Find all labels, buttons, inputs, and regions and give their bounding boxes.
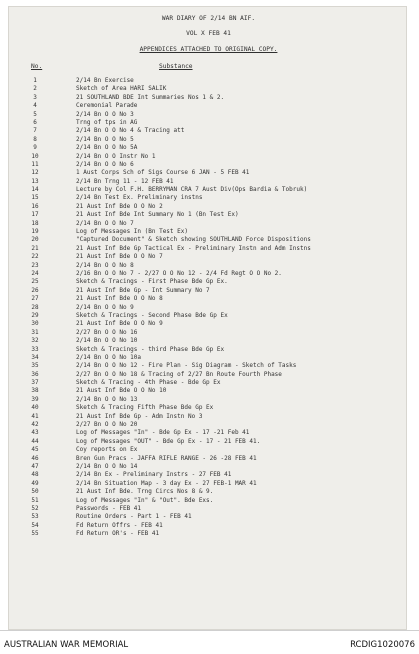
item-substance: Ceremonial Parade (76, 102, 138, 110)
item-substance: 21 Aust Inf Bde O O No 8 (76, 295, 163, 303)
list-item (9, 455, 408, 463)
item-number: 12 (31, 169, 39, 177)
item-substance: 2/14 Bn O O No 3 (76, 110, 134, 118)
item-substance: 2/14 Bn Trng 11 - 12 FEB 41 (76, 177, 174, 185)
item-substance: 2/14 Bn O O No 5 (76, 135, 134, 143)
list-item (9, 169, 408, 177)
item-number: 35 (31, 362, 39, 370)
item-number: 33 (31, 345, 39, 353)
item-substance: 2/14 Bn Situation Map - 3 day Ex - 27 FEB-1 MAR 41 (76, 479, 257, 487)
item-substance: 21 Aust Inf Bde. Trng Circs Nos 8 & 9. (76, 488, 214, 496)
list-item (9, 111, 408, 119)
list-item (9, 161, 408, 169)
list-item (9, 429, 408, 437)
list-item (9, 253, 408, 261)
list-item (9, 346, 408, 354)
item-substance: 21 Aust Inf Bde Int Summary No 1 (Bn Test Ex) (76, 211, 239, 219)
list-item (9, 287, 408, 295)
item-substance: 21 Aust Inf Bde O O No 9 (76, 320, 163, 328)
item-substance: Sketch & Tracings - third Phase Bde Gp Ex (76, 345, 225, 353)
item-number: 18 (31, 219, 39, 227)
item-number: 51 (31, 496, 39, 504)
item-substance: 2/14 Bn Exercise (76, 77, 134, 84)
list-item (9, 211, 408, 219)
item-number: 29 (31, 311, 39, 319)
list-item (9, 480, 408, 488)
item-substance: Log of Messages "OUT" - Bde Gp Ex - 17 - 21 FEB 41. (76, 437, 261, 445)
list-item (9, 178, 408, 186)
item-number: 52 (31, 504, 39, 512)
list-item (9, 194, 408, 202)
item-substance: 2/14 Bn O O No 12 - Fire Plan - Sig Diagram - Sketch of Tasks (76, 362, 297, 370)
list-item (9, 119, 408, 127)
item-substance: 21 Aust Inf Bde O O No 7 (76, 253, 163, 261)
item-substance: 2/27 Bn O O No 16 (76, 328, 138, 336)
list-item (9, 337, 408, 345)
item-substance: 2/14 Bn O O No 6 (76, 160, 134, 168)
list-item (9, 421, 408, 429)
item-number: 24 (31, 269, 39, 277)
item-substance: Bren Gun Pracs - JAFFA RIFLE RANGE - 26 -28 FEB 41 (76, 454, 257, 462)
document-page (8, 6, 407, 630)
item-number: 14 (31, 186, 39, 194)
column-header-substance: Substance (159, 63, 193, 70)
item-substance: 2/14 Bn O O No 14 (76, 462, 138, 470)
list-item (9, 387, 408, 395)
item-substance: 2/14 Bn O O No 7 (76, 219, 134, 227)
list-item (9, 379, 408, 387)
item-number: 47 (31, 462, 39, 470)
item-number: 53 (31, 513, 39, 521)
item-number: 44 (31, 437, 39, 445)
item-number: 19 (31, 228, 39, 236)
item-number: 55 (31, 530, 39, 538)
list-item (9, 530, 408, 538)
archive-name: AUSTRALIAN WAR MEMORIAL (4, 640, 129, 650)
item-number: 42 (31, 421, 39, 429)
list-item (9, 404, 408, 412)
item-number: 36 (31, 370, 39, 378)
list-item (9, 446, 408, 454)
item-substance: 2/14 Bn Ex - Preliminary Instrs - 27 FEB 41 (76, 471, 232, 479)
item-number: 54 (31, 521, 39, 529)
item-substance: "Captured Document" & Sketch showing SOUTHLAND Force Dispositions (76, 236, 311, 244)
item-substance: 1 Aust Corps Sch of Sigs Course 6 JAN - 5 FEB 41 (76, 169, 250, 177)
item-substance: 2/14 Bn O O No 10 (76, 337, 138, 345)
item-number: 43 (31, 429, 39, 437)
list-item (9, 262, 408, 270)
item-substance: Sketch of Area HARI SALIK (76, 85, 167, 93)
list-item (9, 186, 408, 194)
item-number: 37 (31, 379, 39, 387)
item-number: 1 (33, 77, 37, 84)
item-substance: 2/14 Bn O O No 13 (76, 395, 138, 403)
list-item (9, 136, 408, 144)
item-substance: Sketch & Tracings - Second Phase Bde Gp Ex (76, 311, 228, 319)
item-substance: Log of Messages "In" - Bde Gp Ex - 17 -21 Feb 41 (76, 429, 250, 437)
item-number: 26 (31, 286, 39, 294)
item-substance: 2/14 Bn O O Instr No 1 (76, 152, 156, 160)
list-item (9, 295, 408, 303)
item-substance: Fd Return OR's - FEB 41 (76, 530, 160, 538)
list-item (9, 236, 408, 244)
list-item (9, 94, 408, 102)
item-substance: Routine Orders - Part 1 - FEB 41 (76, 513, 192, 521)
item-substance: 21 Aust Inf Bde Gp Tactical Ex - Preliminary Instn and Adm Instns (76, 244, 311, 252)
list-item (9, 270, 408, 278)
item-substance: 2/14 Bn O O No 8 (76, 261, 134, 269)
item-number: 17 (31, 211, 39, 219)
item-substance: Sketch & Tracings - First Phase Bde Gp Ex. (76, 278, 228, 286)
item-number: 11 (31, 160, 39, 168)
item-substance: 21 Aust Inf Bde O O No 2 (76, 202, 163, 210)
list-item (9, 471, 408, 479)
item-number: 38 (31, 387, 39, 395)
list-item (9, 312, 408, 320)
list-item (9, 153, 408, 161)
item-number: 20 (31, 236, 39, 244)
item-substance: 2/27 Bn O O No 18 & Tracing of 2/27 Bn Route Fourth Phase (76, 370, 282, 378)
item-substance: 21 SOUTHLAND BDE Int Summaries Nos 1 & 2. (76, 93, 225, 101)
list-item (9, 505, 408, 513)
appendix-list (9, 77, 408, 538)
item-substance: 2/14 Bn O O No 9 (76, 303, 134, 311)
list-item (9, 463, 408, 471)
list-item (9, 220, 408, 228)
item-substance: 21 Aust Inf Bde Gp - Adm Instn No 3 (76, 412, 203, 420)
item-substance: Sketch & Tracing - 4th Phase - Bde Gp Ex (76, 379, 221, 387)
list-item (9, 245, 408, 253)
list-item (9, 413, 408, 421)
list-item (9, 513, 408, 521)
list-item (9, 127, 408, 135)
list-item (9, 396, 408, 404)
item-number: 8 (33, 135, 37, 143)
item-number: 10 (31, 152, 39, 160)
item-substance: 2/14 Bn O O No 10a (76, 353, 142, 361)
column-header-no: No. (31, 63, 43, 70)
list-item (9, 203, 408, 211)
item-number: 2 (33, 85, 37, 93)
appendices-heading: APPENDICES ATTACHED TO ORIGINAL COPY. (139, 46, 278, 53)
item-number: 5 (33, 110, 37, 118)
list-item (9, 278, 408, 286)
item-substance: 2/14 Bn O O No 5A (76, 144, 138, 152)
item-number: 34 (31, 353, 39, 361)
item-substance: Lecture by Col F.H. BERRYMAN CRA 7 Aust Div(Ops Bardia & Tobruk) (76, 186, 308, 194)
record-id: RCDIG1020076 (350, 640, 415, 650)
item-substance: 21 Aust Inf Bde O O No 10 (76, 387, 167, 395)
list-item (9, 320, 408, 328)
item-number: 48 (31, 471, 39, 479)
item-number: 50 (31, 488, 39, 496)
item-substance: 2/14 Bn O O No 4 & Tracing att (76, 127, 185, 135)
item-substance: Trng of tps in AG (76, 118, 138, 126)
list-item (9, 488, 408, 496)
diary-title: WAR DIARY OF 2/14 BN AIF. (161, 15, 256, 22)
archive-footer (0, 630, 419, 654)
item-number: 23 (31, 261, 39, 269)
item-number: 40 (31, 404, 39, 412)
item-number: 16 (31, 202, 39, 210)
item-substance: Passwords - FEB 41 (76, 504, 142, 512)
item-number: 28 (31, 303, 39, 311)
item-substance: 2/14 Bn Test Ex. Preliminary instns (76, 194, 203, 202)
item-number: 21 (31, 244, 39, 252)
item-number: 31 (31, 328, 39, 336)
item-number: 46 (31, 454, 39, 462)
list-item (9, 329, 408, 337)
item-substance: 2/16 Bn O O No 7 - 2/27 O O No 12 - 2/4 Fd Regt O O No 2. (76, 269, 282, 277)
item-substance: Log of Messages "In" & "Out". Bde Exs. (76, 496, 214, 504)
item-substance: Fd Return Offrs - FEB 41 (76, 521, 163, 529)
list-item (9, 438, 408, 446)
item-substance: Coy reports on Ex (76, 446, 138, 454)
item-number: 39 (31, 395, 39, 403)
list-item (9, 362, 408, 370)
list-item (9, 102, 408, 110)
item-number: 32 (31, 337, 39, 345)
item-number: 7 (33, 127, 37, 135)
item-substance: Sketch & Tracing Fifth Phase Bde Gp Ex (76, 404, 214, 412)
item-number: 9 (33, 144, 37, 152)
item-substance: 21 Aust Inf Bde Gp - Int Summary No 7 (76, 286, 210, 294)
item-number: 13 (31, 177, 39, 185)
volume-date: VOL X FEB 41 (186, 30, 231, 37)
item-number: 25 (31, 278, 39, 286)
item-number: 15 (31, 194, 39, 202)
item-number: 30 (31, 320, 39, 328)
list-item (9, 522, 408, 530)
item-number: 6 (33, 118, 37, 126)
item-number: 49 (31, 479, 39, 487)
item-number: 4 (33, 102, 37, 110)
item-number: 3 (33, 93, 37, 101)
list-item (9, 497, 408, 505)
item-number: 22 (31, 253, 39, 261)
list-item (9, 228, 408, 236)
list-item (9, 77, 408, 85)
item-substance: Log of Messages In (Bn Test Ex) (76, 228, 188, 236)
list-item (9, 371, 408, 379)
list-item (9, 304, 408, 312)
item-number: 41 (31, 412, 39, 420)
list-item (9, 85, 408, 93)
list-item (9, 144, 408, 152)
list-item (9, 354, 408, 362)
item-substance: 2/27 Bn O O No 20 (76, 421, 138, 429)
item-number: 27 (31, 295, 39, 303)
item-number: 45 (31, 446, 39, 454)
